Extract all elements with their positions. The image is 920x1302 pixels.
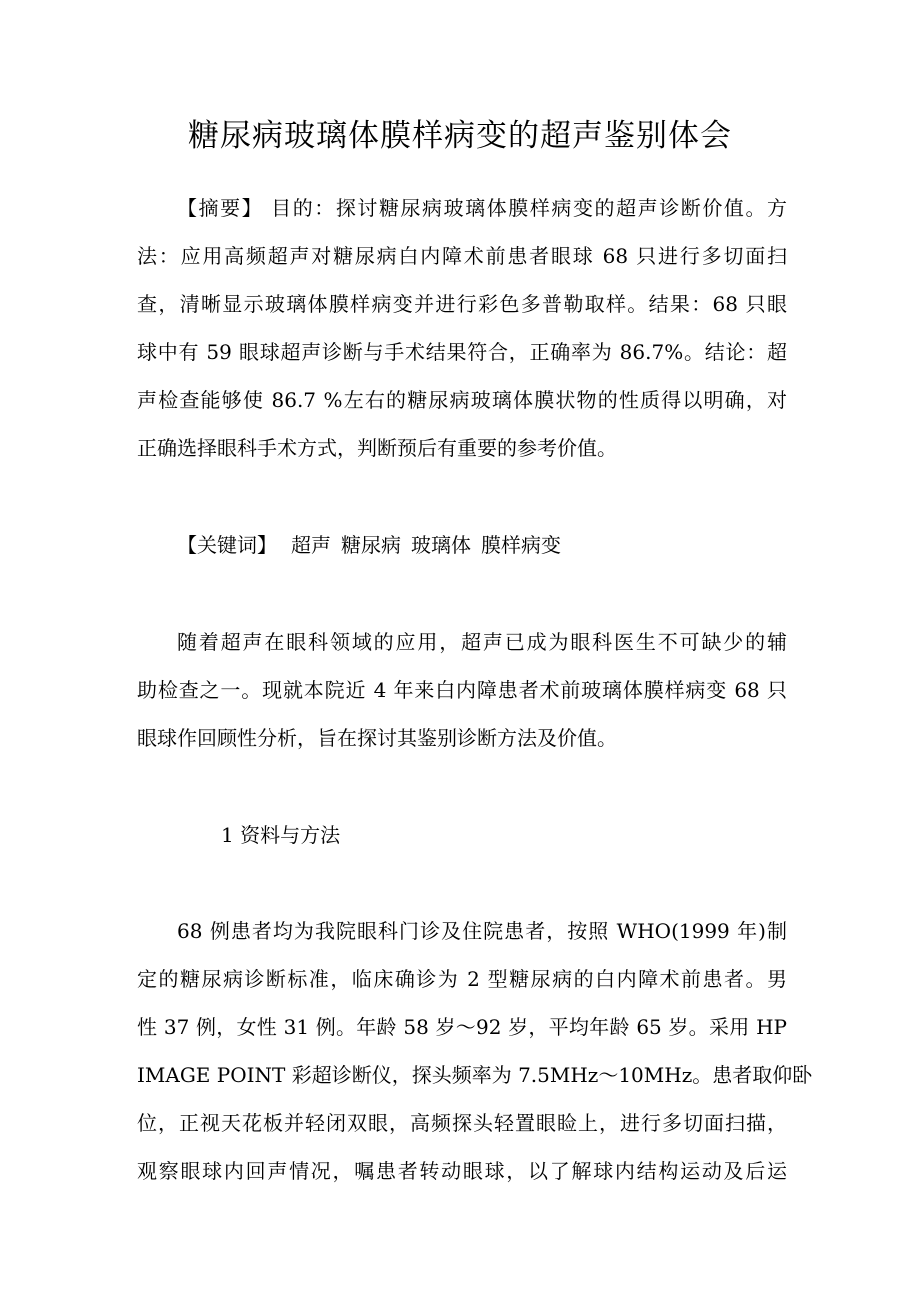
methods-line: 观察眼球内回声情况，嘱患者转动眼球，以了解球内结构运动及后运	[137, 1159, 787, 1183]
abstract-line: 查，清晰显示玻璃体膜样病变并进行彩色多普勒取样。结果：68 只眼	[137, 292, 787, 316]
keyword: 糖尿病	[341, 533, 401, 557]
methods-line: 定的糖尿病诊断标准，临床确诊为 2 型糖尿病的白内障术前患者。男	[137, 967, 787, 991]
intro-line: 眼球作回顾性分析，旨在探讨其鉴别诊断方法及价值。	[137, 726, 617, 750]
abstract-line: 声检查能够使 86.7 %左右的糖尿病玻璃体膜状物的性质得以明确，对	[137, 388, 787, 412]
keyword: 超声	[291, 533, 331, 557]
methods-line: 位，正视天花板并轻闭双眼，高频探头轻置眼睑上，进行多切面扫描，	[137, 1111, 787, 1135]
abstract-line: 法：应用高频超声对糖尿病白内障术前患者眼球 68 只进行多切面扫	[137, 244, 787, 268]
keyword: 膜样病变	[481, 533, 561, 557]
methods-line: IMAGE POINT 彩超诊断仪，探头频率为 7.5MHz～10MHz。患者取仰卧	[137, 1063, 813, 1087]
methods-line: 性 37 例，女性 31 例。年龄 58 岁～92 岁，平均年龄 65 岁。采用 HP	[137, 1015, 787, 1039]
document-title: 糖尿病玻璃体膜样病变的超声鉴别体会	[188, 118, 732, 154]
keywords-label: 【关键词】	[177, 533, 277, 557]
abstract-line: 正确选择眼科手术方式，判断预后有重要的参考价值。	[137, 436, 617, 460]
keyword: 玻璃体	[411, 533, 471, 557]
keywords-line	[177, 521, 787, 569]
abstract-line: 【摘要】 目的：探讨糖尿病玻璃体膜样病变的超声诊断价值。方	[177, 196, 787, 220]
section-heading: 1 资料与方法	[221, 823, 341, 847]
intro-line: 随着超声在眼科领域的应用，超声已成为眼科医生不可缺少的辅	[177, 630, 787, 654]
methods-line: 68 例患者均为我院眼科门诊及住院患者，按照 WHO(1999 年)制	[177, 919, 787, 943]
abstract-line: 球中有 59 眼球超声诊断与手术结果符合，正确率为 86.7%。结论：超	[137, 340, 787, 364]
intro-line: 助检查之一。现就本院近 4 年来白内障患者术前玻璃体膜样病变 68 只	[137, 678, 787, 702]
